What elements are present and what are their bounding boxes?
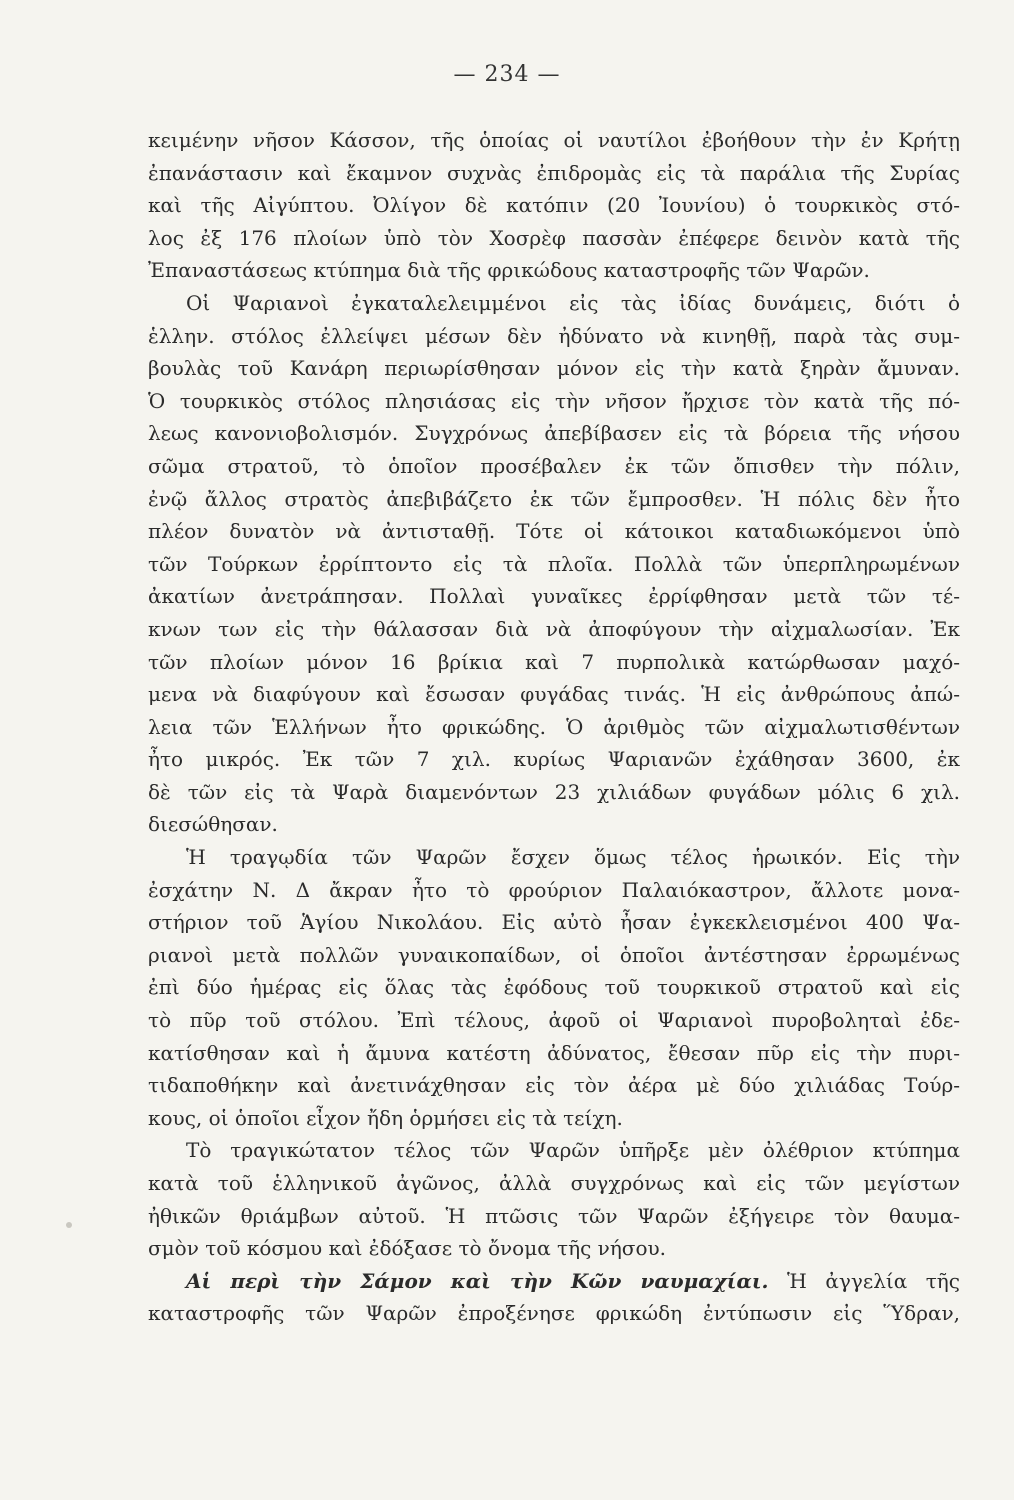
text-line: ἐπανάστασιν καὶ ἔκαμνον συχνὰς ἐπιδρομὰς εἰς τὰ παράλια τῆς Συρίας xyxy=(148,160,960,185)
text-line: κατίσθησαν καὶ ἡ ἄμυνα κατέστη ἀδύνατος, ἔθεσαν πῦρ εἰς τὴν πυρι- xyxy=(148,1040,960,1065)
text-line: ἐσχάτην Ν. Δ ἄκραν ἦτο τὸ φρούριον Παλαιόκαστρον, ἄλλοτε μονα- xyxy=(148,877,960,902)
text-line: Τὸ τραγικώτατον τέλος τῶν Ψαρῶν ὑπῆρξε μὲν ὀλέθριον κτύπημα xyxy=(186,1138,960,1163)
text-line: Οἱ Ψαριανοὶ ἐγκαταλελειμμένοι εἰς τὰς ἰδίας δυνάμεις, διότι ὁ xyxy=(186,290,960,315)
text-line: ἀκατίων ἀνετράπησαν. Πολλαὶ γυναῖκες ἐρρίφθησαν μετὰ τῶν τέ- xyxy=(148,584,960,609)
text-line: ἑλλην. στόλος ἐλλείψει μέσων δὲν ἠδύνατο νὰ κινηθῇ, παρὰ τὰς συμ- xyxy=(148,323,960,348)
text-line: ἦτο μικρός. Ἐκ τῶν 7 χιλ. κυρίως Ψαριανῶν ἐχάθησαν 3600, ἐκ xyxy=(148,747,960,772)
text-line: ἐπὶ δύο ἡμέρας εἰς ὅλας τὰς ἐφόδους τοῦ τουρκικοῦ στρατοῦ καὶ εἰς xyxy=(148,975,960,1000)
text-line: ριανοὶ μετὰ πολλῶν γυναικοπαίδων, οἱ ὁποῖοι ἀντέστησαν ἐρρωμένως xyxy=(148,942,960,967)
text-line: κνων των εἰς τὴν θάλασσαν διὰ νὰ ἀποφύγουν τὴν αἰχμαλωσίαν. Ἐκ xyxy=(148,616,960,641)
text-line: Ἡ τραγῳδία τῶν Ψαρῶν ἔσχεν ὅμως τέλος ἡρωικόν. Εἰς τὴν xyxy=(186,845,960,870)
text-line: καὶ τῆς Αἰγύπτου. Ὀλίγον δὲ κατόπιν (20 Ἰουνίου) ὁ τουρκικὸς στό- xyxy=(148,193,960,218)
body-text xyxy=(148,124,960,1330)
text-line: βουλὰς τοῦ Κανάρη περιωρίσθησαν μόνον εἰς τὴν κατὰ ξηρὰν ἄμυναν. xyxy=(148,356,960,381)
section-heading-line xyxy=(148,1265,960,1298)
text-line: τὸ πῦρ τοῦ στόλου. Ἐπὶ τέλους, ἀφοῦ οἱ Ψαριανοὶ πυροβοληταὶ ἐδε- xyxy=(148,1008,960,1033)
text-line: κους, οἱ ὁποῖοι εἶχον ἤδη ὁρμήσει εἰς τὰ τείχη. xyxy=(148,1105,623,1130)
text-line: πλέον δυνατὸν νὰ ἀντισταθῇ. Τότε οἱ κάτοικοι καταδιωκόμενοι ὑπὸ xyxy=(148,519,960,544)
text-line: σμὸν τοῦ κόσμου καὶ ἐδόξασε τὸ ὄνομα τῆς νήσου. xyxy=(148,1236,667,1261)
text-line: Ἐπαναστάσεως κτύπημα διὰ τῆς φρικώδους καταστροφῆς τῶν Ψαρῶν. xyxy=(148,258,870,283)
text-line: λος ἐξ 176 πλοίων ὑπὸ τὸν Χοσρὲφ πασσὰν ἐπέφερε δεινὸν κατὰ τῆς xyxy=(148,225,960,250)
text-line: καταστροφῆς τῶν Ψαρῶν ἐπροξένησε φρικώδη ἐντύπωσιν εἰς Ὕδραν, xyxy=(148,1301,960,1326)
text-line: ἐνῷ ἄλλος στρατὸς ἀπεβιβάζετο ἐκ τῶν ἔμπροσθεν. Ἡ πόλις δὲν ἦτο xyxy=(148,486,960,511)
ink-spot xyxy=(66,1222,72,1228)
text-line: ἠθικῶν θριάμβων αὐτοῦ. Ἡ πτῶσις τῶν Ψαρῶν ἐξήγειρε τὸν θαυμα- xyxy=(148,1203,960,1228)
text-line: τῶν Τούρκων ἐρρίπτοντο εἰς τὰ πλοῖα. Πολλὰ τῶν ὑπερπληρωμένων xyxy=(148,551,960,576)
text-line: κατὰ τοῦ ἑλληνικοῦ ἀγῶνος, ἀλλὰ συγχρόνως καὶ εἰς τῶν μεγίστων xyxy=(148,1171,960,1195)
text-line: Ὁ τουρκικὸς στόλος πλησιάσας εἰς τὴν νῆσον ἤρχισε τὸν κατὰ τῆς πό- xyxy=(148,388,960,413)
text-line: λεως κανονιοβολισμόν. Συγχρόνως ἀπεβίβασεν εἰς τὰ βόρεια τῆς νήσου xyxy=(148,421,960,446)
text-line: λεια τῶν Ἑλλήνων ἦτο φρικώδης. Ὁ ἀριθμὸς τῶν αἰχμαλωτισθέντων xyxy=(148,714,960,739)
section-heading: Αἱ περὶ τὴν Σάμον καὶ τὴν Κῶν ναυμαχίαι. xyxy=(186,1268,769,1293)
text-line: διεσώθησαν. xyxy=(148,812,278,837)
text-line: τιδαποθήκην καὶ ἀνετινάχθησαν εἰς τὸν ἀέρα μὲ δύο χιλιάδας Τούρ- xyxy=(148,1073,960,1098)
text-line: στήριον τοῦ Ἁγίου Νικολάου. Εἰς αὐτὸ ἦσαν ἐγκεκλεισμένοι 400 Ψα- xyxy=(148,910,960,935)
text-line: τῶν πλοίων μόνον 16 βρίκια καὶ 7 πυρπολικὰ κατώρθωσαν μαχό- xyxy=(148,649,960,674)
text-line: μενα νὰ διαφύγουν καὶ ἔσωσαν φυγάδας τινάς. Ἡ εἰς ἀνθρώπους ἀπώ- xyxy=(148,682,960,707)
text-line: κειμένην νῆσον Κάσσον, τῆς ὁποίας οἱ ναυτίλοι ἐβοήθουν τὴν ἐν Κρήτῃ xyxy=(148,128,960,152)
text-line: δὲ τῶν εἰς τὰ Ψαρὰ διαμενόντων 23 χιλιάδων φυγάδων μόλις 6 χιλ. xyxy=(148,779,960,804)
heading-line-rest: Ἡ ἀγγελία τῆς xyxy=(768,1268,960,1293)
page-number: — 234 — xyxy=(453,62,561,87)
text-line: σῶμα στρατοῦ, τὸ ὁποῖον προσέβαλεν ἐκ τῶν ὄπισθεν τὴν πόλιν, xyxy=(148,453,960,478)
